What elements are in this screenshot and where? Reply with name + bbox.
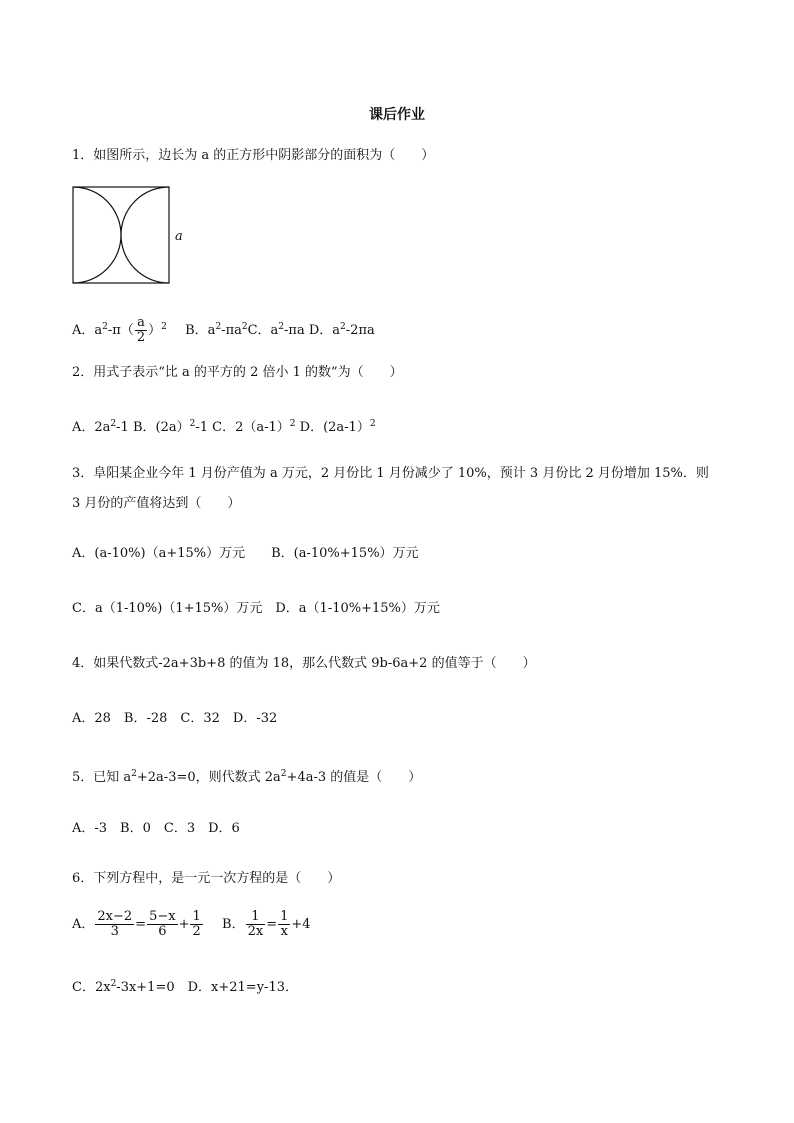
question-6-options-cd: C．$2x^2-3x+1=0$ D．x+21=y-13． — [72, 979, 298, 995]
fraction: $\frac{1}{x}$ — [280, 909, 289, 939]
question-4-stem: 4．如果代数式-2a+3b+8 的值为 18，那么代数式 9b-6a+2 的值等于（ ） — [72, 656, 536, 671]
question-4-options: A．28 B．-28 C．32 D．-32 — [72, 711, 278, 726]
question-3-options-line-1: A．(a-10%)（a+15%）万元 B．(a-10%+15%）万元 — [72, 546, 419, 561]
question-3-stem-line-2: 3 月份的产值将达到（ ） — [72, 496, 241, 511]
fraction: $\frac{1}{2x}$ — [247, 909, 264, 939]
fraction: $\frac{1}{2}$ — [192, 909, 201, 939]
fraction: $\frac{2x-2}{3}$ — [97, 909, 133, 939]
question-6-options-ab: A． $\frac{2x-2}{3}$ = $\frac{5-x}{6}$ + $\frac{1}{2}$ B． $\frac{1}{2x}$ = $\frac{1}{x}$ +4 — [72, 909, 311, 939]
question-5-options: A．-3 B．0 C．3 D．6 — [72, 821, 240, 836]
fraction-a-over-2: $\frac{a}{2}$ — [136, 315, 146, 345]
question-5-stem: 5．已知 $a^2+2a-3=0$，则代数式 $2a^2+4a-3$ 的值是（ ） — [72, 769, 422, 785]
question-3-options-line-2: C．a（1-10%)（1+15%）万元 D．a（1-10%+15%）万元 — [72, 601, 440, 616]
question-1-stem: 1．如图所示，边长为 a 的正方形中阴影部分的面积为（ ） — [72, 148, 435, 163]
fraction: $\frac{5-x}{6}$ — [149, 909, 176, 939]
question-2-options: A．$2a^2-1$ B．(2a）$^2$-1 C．$2(a-1)^2$ D．(2a-1）$^2$ — [72, 419, 376, 435]
side-length-label: a — [175, 229, 183, 244]
question-3-stem-line-1: 3．阜阳某企业今年 1 月份产值为 a 万元，2 月份比 1 月份减少了 10%，预计 3 月份比 2 月份增加 15%．则 — [72, 466, 709, 481]
square-shaded-figure — [72, 186, 202, 286]
question-1-options: A．$a^2-\pi$（ $\frac{a}{2}$ ）$^2$ B．$a^2-\pi a^2C$．$a^2-\pi a$ D．$a^2-2\pi a$ — [72, 315, 375, 345]
page-title: 课后作业 — [369, 107, 425, 123]
question-2-stem: 2．用式子表示“比 a 的平方的 2 倍小 1 的数”为（ ） — [72, 365, 403, 380]
question-6-stem: 6．下列方程中，是一元一次方程的是（ ） — [72, 871, 341, 886]
